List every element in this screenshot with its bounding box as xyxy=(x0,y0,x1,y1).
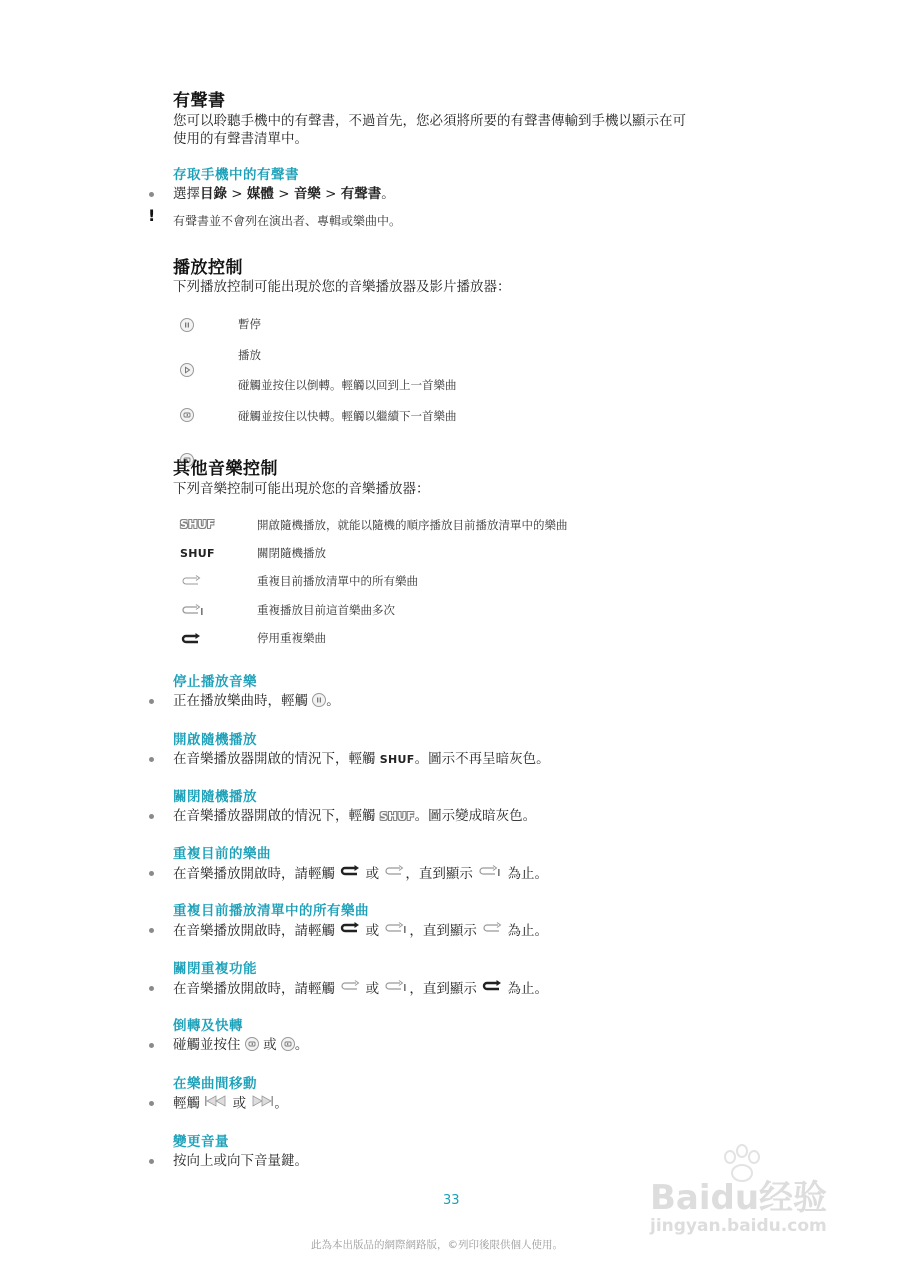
task-text: 。圖示不再呈暗灰色。 xyxy=(414,751,550,767)
repeat-off-icon xyxy=(339,864,361,884)
section-title-audiobooks: 有聲書 xyxy=(173,91,226,111)
other-controls-intro: 下列音樂控制可能出現於您的音樂播放器： xyxy=(173,481,430,497)
path-end: 。 xyxy=(381,186,395,202)
warning-icon: ! xyxy=(148,206,156,225)
bullet xyxy=(149,1159,154,1164)
task-shuffle-off-text xyxy=(173,807,536,826)
task-repeat-current-text xyxy=(173,864,548,884)
task-text: 正在播放樂曲時，輕觸 xyxy=(173,693,308,709)
next-track-icon xyxy=(250,1094,274,1113)
subheading-repeat-all: 重複目前播放清單中的所有樂曲 xyxy=(173,903,369,919)
repeat-one-icon xyxy=(383,979,409,999)
rewind-icon xyxy=(180,408,194,422)
task-text: 或 xyxy=(365,981,380,997)
subheading-repeat-current: 重複目前的樂曲 xyxy=(173,846,271,862)
playback-item-label: 碰觸並按住以倒轉。輕觸以回到上一首樂曲 xyxy=(238,378,457,392)
task-text: 為止。 xyxy=(507,866,548,882)
task-text: 或 xyxy=(263,1037,277,1053)
fast-forward-icon xyxy=(281,1037,295,1051)
repeat-all-icon xyxy=(180,573,202,592)
subheading-change-volume: 變更音量 xyxy=(173,1134,229,1150)
task-text: 或 xyxy=(365,866,380,882)
task-text: ，直到顯示 xyxy=(409,923,477,939)
section-title-other-controls: 其他音樂控制 xyxy=(173,459,278,479)
task-text: 。 xyxy=(274,1095,288,1112)
bullet xyxy=(149,757,154,762)
path-item-media: 媒體 xyxy=(246,186,274,202)
bullet xyxy=(149,192,154,197)
path-separator: > xyxy=(278,186,290,202)
task-repeat-off-text xyxy=(173,979,548,999)
play-icon xyxy=(180,363,194,377)
task-move-between-songs-text xyxy=(173,1094,288,1114)
page-number: 33 xyxy=(443,1193,460,1208)
other-item-label: 關閉隨機播放 xyxy=(257,546,326,560)
task-text: 輕觸 xyxy=(173,1095,200,1112)
bullet xyxy=(149,986,154,991)
section-title-playback: 播放控制 xyxy=(173,258,243,278)
task-text: ，直到顯示 xyxy=(409,981,477,997)
subheading-shuffle-off: 關閉隨機播放 xyxy=(173,789,257,805)
watermark-url: jingyan.baidu.com xyxy=(650,1216,827,1236)
repeat-one-icon xyxy=(383,921,409,941)
task-text: 在音樂播放開啟時，請輕觸 xyxy=(173,981,335,997)
shuffle-off-icon: SHUF xyxy=(379,753,415,766)
path-separator: > xyxy=(325,186,337,202)
rewind-icon xyxy=(245,1037,259,1051)
repeat-one-icon xyxy=(180,602,206,621)
task-change-volume-text: 按向上或向下音量鍵。 xyxy=(173,1153,308,1169)
other-item-label: 開啟隨機播放，就能以隨機的順序播放目前播放清單中的樂曲 xyxy=(257,518,568,532)
pause-icon xyxy=(312,693,326,707)
repeat-all-icon xyxy=(339,979,361,999)
task-text: 為止。 xyxy=(507,923,548,939)
task-repeat-all-text xyxy=(173,921,548,941)
repeat-off-icon xyxy=(180,631,202,650)
task-text: 在音樂播放器開啟的情況下，輕觸 xyxy=(173,808,376,824)
subheading-move-between-songs: 在樂曲間移動 xyxy=(173,1076,257,1092)
bullet xyxy=(149,814,154,819)
task-text: 為止。 xyxy=(507,981,548,997)
task-text: 在音樂播放開啟時，請輕觸 xyxy=(173,923,335,939)
task-text: 在音樂播放器開啟的情況下，輕觸 xyxy=(173,751,376,767)
task-text: 。 xyxy=(326,693,340,709)
path-item-directory: 目錄 xyxy=(200,186,227,202)
audiobooks-intro-line2: 使用的有聲書清單中。 xyxy=(173,131,308,147)
repeat-all-icon xyxy=(383,864,405,884)
audiobooks-note: 有聲書並不會列在演出者、專輯或樂曲中。 xyxy=(173,214,402,228)
playback-item-label: 播放 xyxy=(238,348,261,362)
bullet xyxy=(149,928,154,933)
task-stop-music-text xyxy=(173,692,340,711)
other-item-label: 重複播放目前這首樂曲多次 xyxy=(257,603,395,617)
path-separator: > xyxy=(231,186,243,202)
repeat-all-icon xyxy=(481,921,503,941)
footer-notice: 此為本出版品的網際網路版，©列印後限供個人使用。 xyxy=(311,1239,563,1251)
task-text: 碰觸並按住 xyxy=(173,1037,241,1053)
subheading-shuffle-on: 開啟隨機播放 xyxy=(173,732,257,748)
bullet xyxy=(149,699,154,704)
shuffle-on-icon: SHUF xyxy=(180,518,215,531)
shuffle-on-icon: SHUF xyxy=(379,810,415,823)
path-item-music: 音樂 xyxy=(293,186,321,202)
task-text: 。 xyxy=(294,1037,309,1053)
repeat-off-icon xyxy=(339,921,361,941)
bullet xyxy=(149,871,154,876)
other-item-label: 重複目前播放清單中的所有樂曲 xyxy=(257,574,418,588)
task-text: 或 xyxy=(232,1095,247,1112)
task-text: 在音樂播放開啟時，請輕觸 xyxy=(173,866,335,882)
playback-item-label: 暫停 xyxy=(238,317,261,331)
task-text: 。圖示變成暗灰色。 xyxy=(414,808,537,824)
repeat-off-icon xyxy=(481,979,503,999)
previous-track-icon xyxy=(204,1094,228,1113)
path-item-audiobooks: 有聲書 xyxy=(340,186,382,202)
repeat-one-icon xyxy=(477,864,503,884)
pause-icon xyxy=(180,318,194,332)
task-text: 或 xyxy=(365,923,380,939)
task-rewind-forward-text xyxy=(173,1036,308,1055)
playback-item-label: 碰觸並按住以快轉。輕觸以繼續下一首樂曲 xyxy=(238,409,457,423)
playback-intro: 下列播放控制可能出現於您的音樂播放器及影片播放器： xyxy=(173,279,511,295)
bullet xyxy=(149,1043,154,1048)
subheading-rewind-forward: 倒轉及快轉 xyxy=(173,1018,243,1034)
subheading-repeat-off: 關閉重複功能 xyxy=(173,961,257,977)
subheading-access-audiobooks: 存取手機中的有聲書 xyxy=(173,167,299,183)
path-prefix: 選擇 xyxy=(173,186,200,202)
audiobooks-path-line xyxy=(173,185,395,204)
task-text: ，直到顯示 xyxy=(405,866,473,882)
other-item-label: 停用重複樂曲 xyxy=(257,631,326,645)
subheading-stop-music: 停止播放音樂 xyxy=(173,674,257,690)
audiobooks-intro-line1: 您可以聆聽手機中的有聲書，不過首先，您必須將所要的有聲書傳輸到手機以顯示在可 xyxy=(173,113,686,129)
shuffle-off-icon: SHUF xyxy=(180,547,215,560)
watermark-brand: Baidu经验 xyxy=(650,1178,828,1218)
bullet xyxy=(149,1101,154,1106)
task-shuffle-on-text xyxy=(173,750,550,769)
